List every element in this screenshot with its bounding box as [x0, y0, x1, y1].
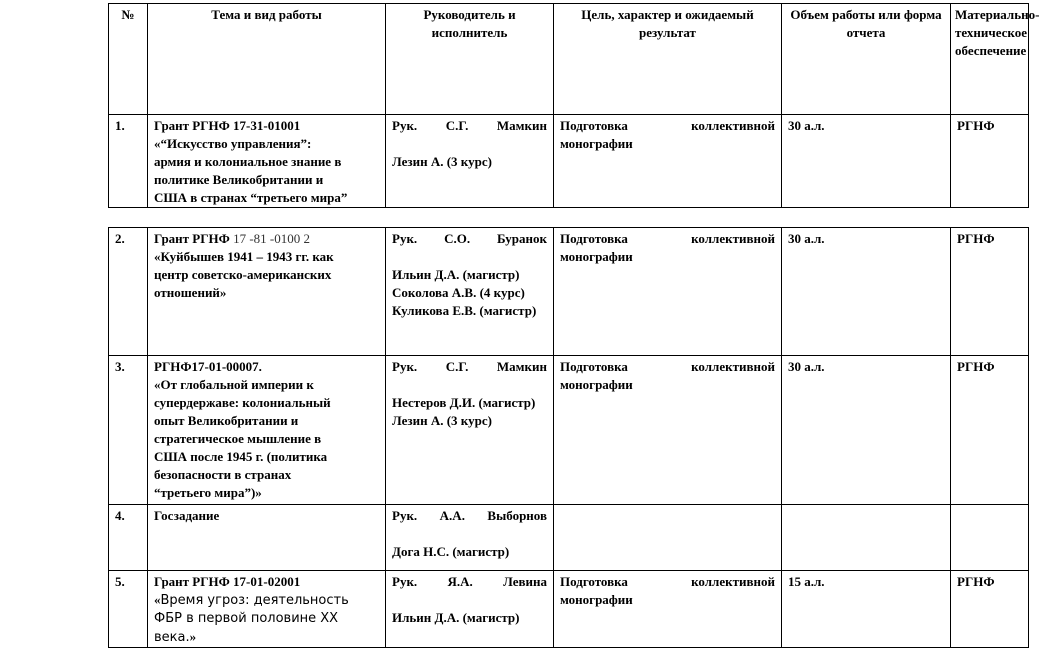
row-lead: Рук. А.А. Выборнов Дога Н.С. (магистр) — [386, 505, 554, 571]
row-lead: Рук. С.О. Буранок Ильин Д.А. (магистр) Соколова А.В. (4 курс) Куликова Е.В. (магистр) — [386, 228, 554, 356]
row-num: 5. — [109, 571, 148, 648]
row-lead: Рук. С.Г. Мамкин Лезин А. (3 курс) — [386, 115, 554, 208]
row-goal — [554, 505, 782, 571]
row-num: 2. — [109, 228, 148, 356]
row-topic: Грант РГНФ 17 -81 -0100 2 «Куйбышев 1941 – 1943 гг. как центр советско-американских отношений» — [148, 228, 386, 356]
table-row — [109, 115, 1029, 208]
row-material: РГНФ — [951, 228, 1029, 356]
header-num: № — [109, 4, 148, 115]
table-row — [109, 571, 1029, 648]
row-num: 4. — [109, 505, 148, 571]
row-lead: Рук. Я.А. Левина Ильин Д.А. (магистр) — [386, 571, 554, 648]
row-volume — [782, 505, 951, 571]
header-volume: Объем работы или форма отчета — [782, 4, 951, 115]
row-num: 3. — [109, 356, 148, 505]
header-lead: Руководитель и исполнитель — [386, 4, 554, 115]
row-num: 1. — [109, 115, 148, 208]
header-material: Материально-техническое обеспечение — [951, 4, 1029, 115]
row-lead: Рук. С.Г. Мамкин Нестеров Д.И. (магистр) Лезин А. (3 курс) — [386, 356, 554, 505]
row-material: РГНФ — [951, 115, 1029, 208]
row-goal: Подготовка коллективной монографии — [554, 115, 782, 208]
row-goal: Подготовка коллективной монографии — [554, 356, 782, 505]
row-volume: 15 а.л. — [782, 571, 951, 648]
row-volume: 30 а.л. — [782, 356, 951, 505]
row-material: РГНФ — [951, 356, 1029, 505]
table-row — [109, 356, 1029, 505]
header-topic: Тема и вид работы — [148, 4, 386, 115]
row-goal: Подготовка коллективной монографии — [554, 571, 782, 648]
row-topic: РГНФ17-01-00007. «От глобальной империи к супердержаве: колониальный опыт Великобритании и стратегическое мышление в США после 1945 г. (политика безопасности в странах “третьего мира”)» — [148, 356, 386, 505]
row-material: РГНФ — [951, 571, 1029, 648]
plan-table-bottom — [108, 227, 1029, 648]
row-material — [951, 505, 1029, 571]
row-goal: Подготовка коллективной монографии — [554, 228, 782, 356]
row-topic: Грант РГНФ 17-31-01001 «“Искусство управления”: армия и колониальное знание в политике Великобритании и США в странах “третьего мира” — [148, 115, 386, 208]
row-volume: 30 а.л. — [782, 228, 951, 356]
row-topic: Госзадание — [148, 505, 386, 571]
header-goal: Цель, характер и ожидаемый результат — [554, 4, 782, 115]
table-row — [109, 505, 1029, 571]
row-topic: Грант РГНФ 17-01-02001 «Время угроз: деятельность ФБР в первой половине XX века.» — [148, 571, 386, 648]
table-header-row — [109, 4, 1029, 115]
row-volume: 30 а.л. — [782, 115, 951, 208]
plan-table-top — [108, 3, 1039, 208]
table-row — [109, 228, 1029, 356]
